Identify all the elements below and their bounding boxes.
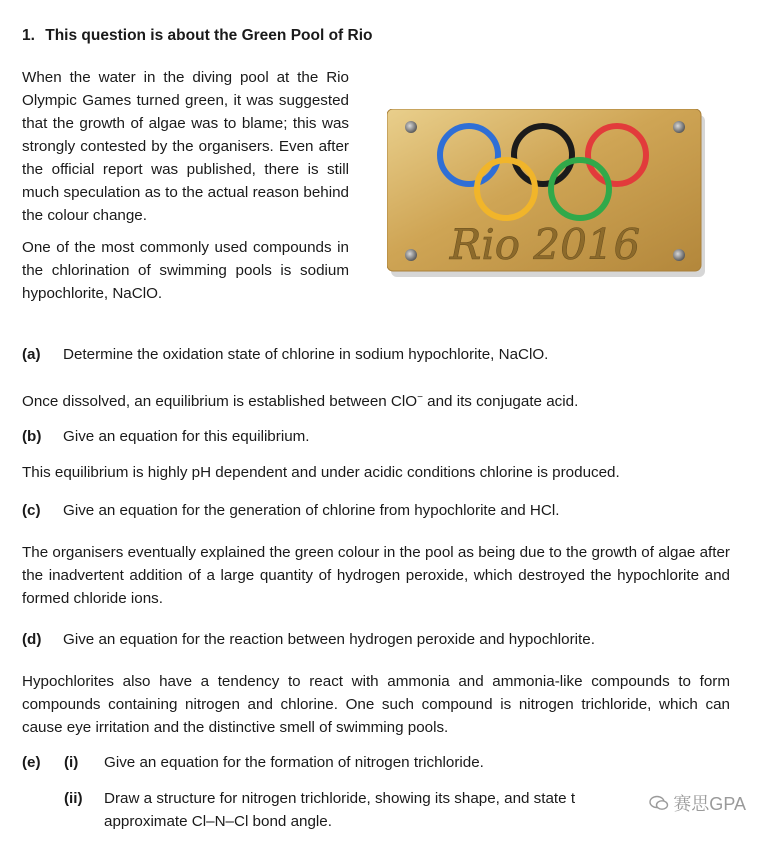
equilibrium-text-end: and its conjugate acid.: [422, 393, 579, 411]
question-d-text: Give an equation for the reaction between hydrogen peroxide and hypochlorite.: [63, 631, 595, 648]
watermark: [646, 789, 749, 817]
question-b-label: (b): [22, 428, 42, 445]
question-e-ii-text: Draw a structure for nitrogen trichloride, showing its shape, and state t: [104, 790, 576, 807]
screw-icon: [673, 121, 685, 133]
question-c-label: (c): [22, 502, 41, 519]
ph-paragraph: This equilibrium is highly pH dependent and under acidic conditions chlorine is produced.: [22, 464, 620, 481]
rio-2016-plaque-image: [387, 109, 707, 279]
question-c: [22, 499, 737, 522]
question-b-text: Give an equation for this equilibrium.: [63, 428, 310, 445]
intro-paragraph-1: When the water in the diving pool at the Rio Olympic Games turned green, it was suggested that the growth of algae was to blame; this was strongly contested by the organisers. Even after the official report was published, there is still much speculation as to the actual reason behind the colour change.: [22, 69, 349, 224]
question-e-ii: [64, 787, 684, 810]
watermark-text: 赛思GPA: [673, 794, 746, 814]
equilibrium-text: Once dissolved, an equilibrium is established between ClO: [22, 393, 418, 411]
question-e-label: (e): [22, 754, 41, 771]
charge-superscript: −: [417, 392, 423, 403]
intro-text: [22, 66, 349, 305]
equilibrium-paragraph: [22, 386, 730, 413]
wechat-icon: [649, 795, 669, 811]
question-heading: [22, 27, 372, 45]
screw-icon: [405, 121, 417, 133]
question-number: 1.: [22, 27, 35, 44]
question-a: [22, 343, 737, 366]
question-e-i: [22, 751, 737, 774]
question-title: This question is about the Green Pool of Rio: [45, 27, 373, 44]
question-c-text: Give an equation for the generation of chlorine from hypochlorite and HCl.: [63, 502, 560, 519]
question-d-label: (d): [22, 631, 42, 648]
question-a-label: (a): [22, 346, 41, 363]
question-d: [22, 628, 737, 651]
organisers-paragraph: The organisers eventually explained the green colour in the pool as being due to the growth of algae after the inadvertent addition of a large quantity of hydrogen peroxide, which destroyed the hypochlorite and formed chloride ions.: [22, 544, 730, 607]
question-a-text: Determine the oxidation state of chlorine in sodium hypochlorite, NaClO.: [63, 346, 549, 363]
plaque-text: Rio 2016: [449, 220, 641, 269]
question-b: [22, 425, 737, 448]
question-e-ii-label: (ii): [64, 790, 83, 807]
screw-icon: [405, 249, 417, 261]
question-e-ii-line2: approximate Cl–N–Cl bond angle.: [104, 813, 332, 830]
question-e-i-label: (i): [64, 754, 79, 771]
intro-paragraph-2: One of the most commonly used compounds in the chlorination of swimming pools is sodium hypochlorite, NaClO.: [22, 239, 349, 302]
ammonia-paragraph: Hypochlorites also have a tendency to react with ammonia and ammonia-like compounds to form compounds containing nitrogen and chlorine. One such compound is nitrogen trichloride, which can cause eye irritation and the distinctive smell of swimming pools.: [22, 673, 730, 736]
question-e-i-text: Give an equation for the formation of nitrogen trichloride.: [104, 754, 484, 771]
screw-icon: [673, 249, 685, 261]
